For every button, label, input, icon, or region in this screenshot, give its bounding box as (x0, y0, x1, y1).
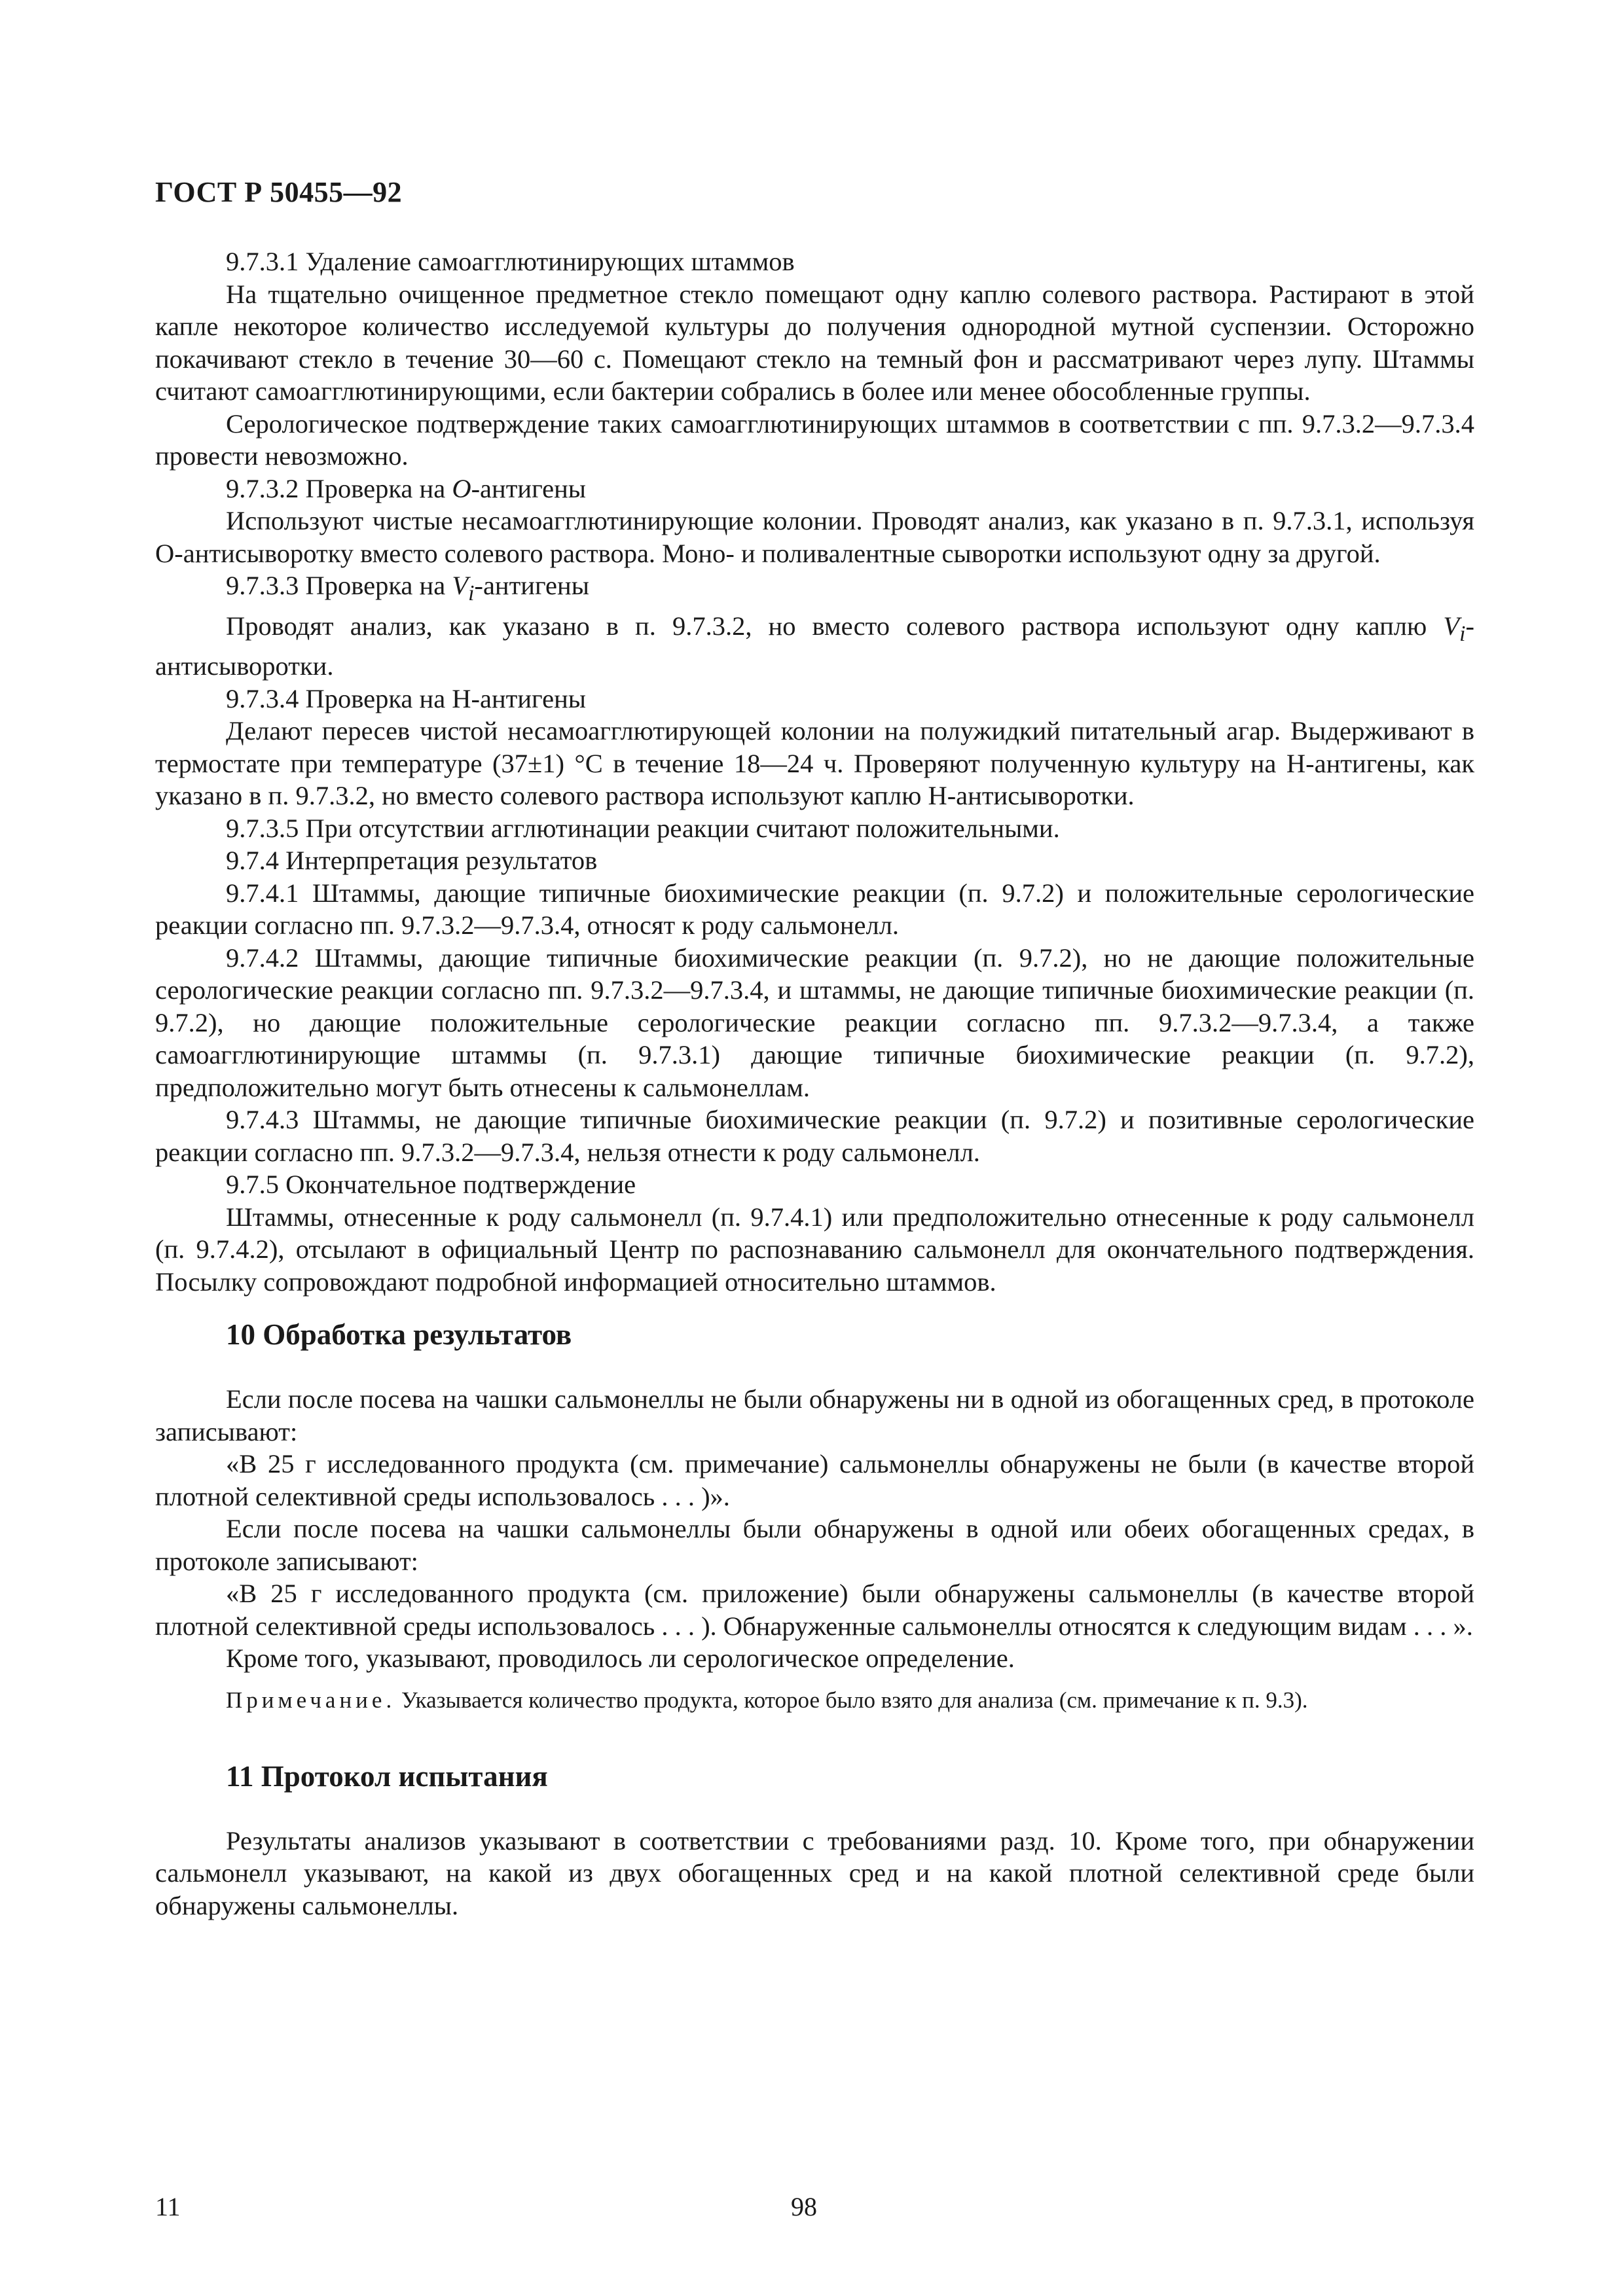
vi-antigen-subscript: i (468, 581, 475, 606)
clause-9-7-5-text: Штаммы, отнесенные к роду сальмонелл (п. 9.7.4.1) или предположительно отнесенные к роду сальмонелл (п. 9.7.4.2), отсылают в официальный Центр по распознаванию сальмонелл для окончательного подтверждения. Посылку сопровождают подробной информацией относительно штаммов. (155, 1202, 1474, 1297)
clause-9-7-3-3-text (155, 610, 1474, 683)
section-10-paragraph-2: «В 25 г исследованного продукта (см. примечание) сальмонеллы обнаружены не были (в качестве второй плотной селективной среды использовалось . . . )». (155, 1449, 1474, 1511)
document-body (155, 245, 1474, 1922)
clause-9-7-4-title: 9.7.4 Интерпретация результатов (226, 846, 598, 876)
clause-9-7-3-1-text: На тщательно очищенное предметное стекло помещают одну каплю солевого раствора. Растирают в этой капле некоторое количество исследуемой культуры до получения однородной мутной суспензии. Осторожно покачивают стекло в течение 30—60 с. Помещают стекло на темный фон и рассматривают через лупу. Штаммы считают самоагглютинирующими, если бактерии собрались в более или менее обособленные группы. (155, 279, 1474, 406)
clause-9-7-3-1-title: 9.7.3.1 Удаление самоагглютинирующих штаммов (226, 247, 795, 276)
note-text: Указывается количество продукта, которое было взято для анализа (см. примечание к п. 9.3). (395, 1687, 1308, 1713)
clause-9-7-4-2: 9.7.4.2 Штаммы, дающие типичные биохимические реакции (п. 9.7.2), но не дающие положительные серологические реакции согласно пп. 9.7.3.2—9.7.3.4, и штаммы, не дающие типичные биохимические реакции (п. 9.7.2), но дающие положительные серологические реакции согласно пп. 9.7.3.2—9.7.3.4, а также самоагглютинирующие штаммы (п. 9.7.3.1) дающие типичные биохимические реакции (п. 9.7.2), предположительно могут быть отнесены к сальмонеллам. (155, 942, 1474, 1102)
clause-9-7-3-3-title-suffix: -антигены (474, 571, 589, 600)
clause-9-7-3-2-title-suffix: -антигены (471, 473, 587, 503)
document-code-header: ГОСТ Р 50455—92 (155, 176, 403, 208)
section-10-paragraph-1: Если после посева на чашки сальмонеллы не были обнаружены ни в одной из обогащенных сред, в протоколе записывают: (155, 1384, 1474, 1446)
page-number: 98 (791, 2192, 817, 2221)
o-antigen-letter: О (452, 473, 471, 503)
footer-left-number: 11 (155, 2192, 181, 2221)
clause-9-7-3-3-title-prefix: 9.7.3.3 Проверка на (226, 571, 452, 600)
clause-9-7-3-4-text: Делают пересев чистой несамоагглютирующей колонии на полужидкий питательный агар. Выдерживают в термостате при температуре (37±1) °С в течение 18—24 ч. Проверяют полученную культуру на Н-антигены, как указано в п. 9.7.3.2, но вместо солевого раствора используют каплю Н-антисыворотки. (155, 716, 1474, 811)
clause-9-7-3-5: 9.7.3.5 При отсутствии агглютинации реакции считают положительными. (226, 813, 1060, 843)
section-10-heading: 10 Обработка результатов (226, 1318, 572, 1352)
clause-9-7-5-title: 9.7.5 Окончательное подтверждение (226, 1170, 636, 1200)
section-10-paragraph-3: Если после посева на чашки сальмонеллы были обнаружены в одной или обеих обогащенных средах, в протоколе записывают: (155, 1514, 1474, 1576)
clause-9-7-3-2-text: Используют чистые несамоагглютинирующие колонии. Проводят анализ, как указано в п. 9.7.3.1, используя О-антисыворотку вместо солевого раствора. Моно- и поливалентные сыворотки используют одну за другой. (155, 506, 1474, 568)
vi-antigen-letter: V (452, 571, 469, 600)
clause-9-7-3-1-note: Серологическое подтверждение таких самоагглютинирующих штаммов в соответствии с пп. 9.7.3.2—9.7.3.4 провести невозможно. (155, 408, 1474, 471)
clause-9-7-4-1: 9.7.4.1 Штаммы, дающие типичные биохимические реакции (п. 9.7.2) и положительные серологические реакции согласно пп. 9.7.3.2—9.7.3.4, относят к роду сальмонелл. (155, 878, 1474, 941)
vi-antiserum-subscript: i (1459, 621, 1466, 646)
clause-9-7-3-3-title (155, 569, 1474, 610)
section-11-heading: 11 Протокол испытания (226, 1759, 548, 1793)
clause-9-7-3-2-title-prefix: 9.7.3.2 Проверка на (226, 473, 452, 503)
section-10-paragraph-4: «В 25 г исследованного продукта (см. приложение) были обнаружены сальмонеллы (в качестве второй плотной селективной среды использовалось . . . ). Обнаруженные сальмонеллы относятся к следующим видам . . . ». (155, 1579, 1474, 1641)
clause-9-7-4-3: 9.7.4.3 Штаммы, не дающие типичные биохимические реакции (п. 9.7.2) и позитивные серологические реакции согласно пп. 9.7.3.2—9.7.3.4, нельзя отнести к роду сальмонелл. (155, 1105, 1474, 1167)
note-label: Примечание. (226, 1687, 396, 1713)
vi-antiserum-letter: V (1443, 611, 1460, 641)
clause-9-7-3-3-text-prefix: Проводят анализ, как указано в п. 9.7.3.2, но вместо солевого раствора используют одну каплю (226, 611, 1444, 641)
clause-9-7-3-4-title: 9.7.3.4 Проверка на Н-антигены (226, 683, 586, 713)
clause-9-7-3-3-text-suffix: -антисыворотки. (155, 611, 1474, 681)
section-10-note (155, 1685, 1474, 1715)
section-10-paragraph-5: Кроме того, указывают, проводилось ли серологическое определение. (226, 1643, 1015, 1674)
clause-9-7-3-2-title (155, 473, 1474, 505)
section-11-paragraph-1: Результаты анализов указывают в соответствии с требованиями разд. 10. Кроме того, при обнаружении сальмонелл указывают, на какой из двух обогащенных сред и на какой плотной селективной среде были обнаружены сальмонеллы. (155, 1825, 1474, 1920)
